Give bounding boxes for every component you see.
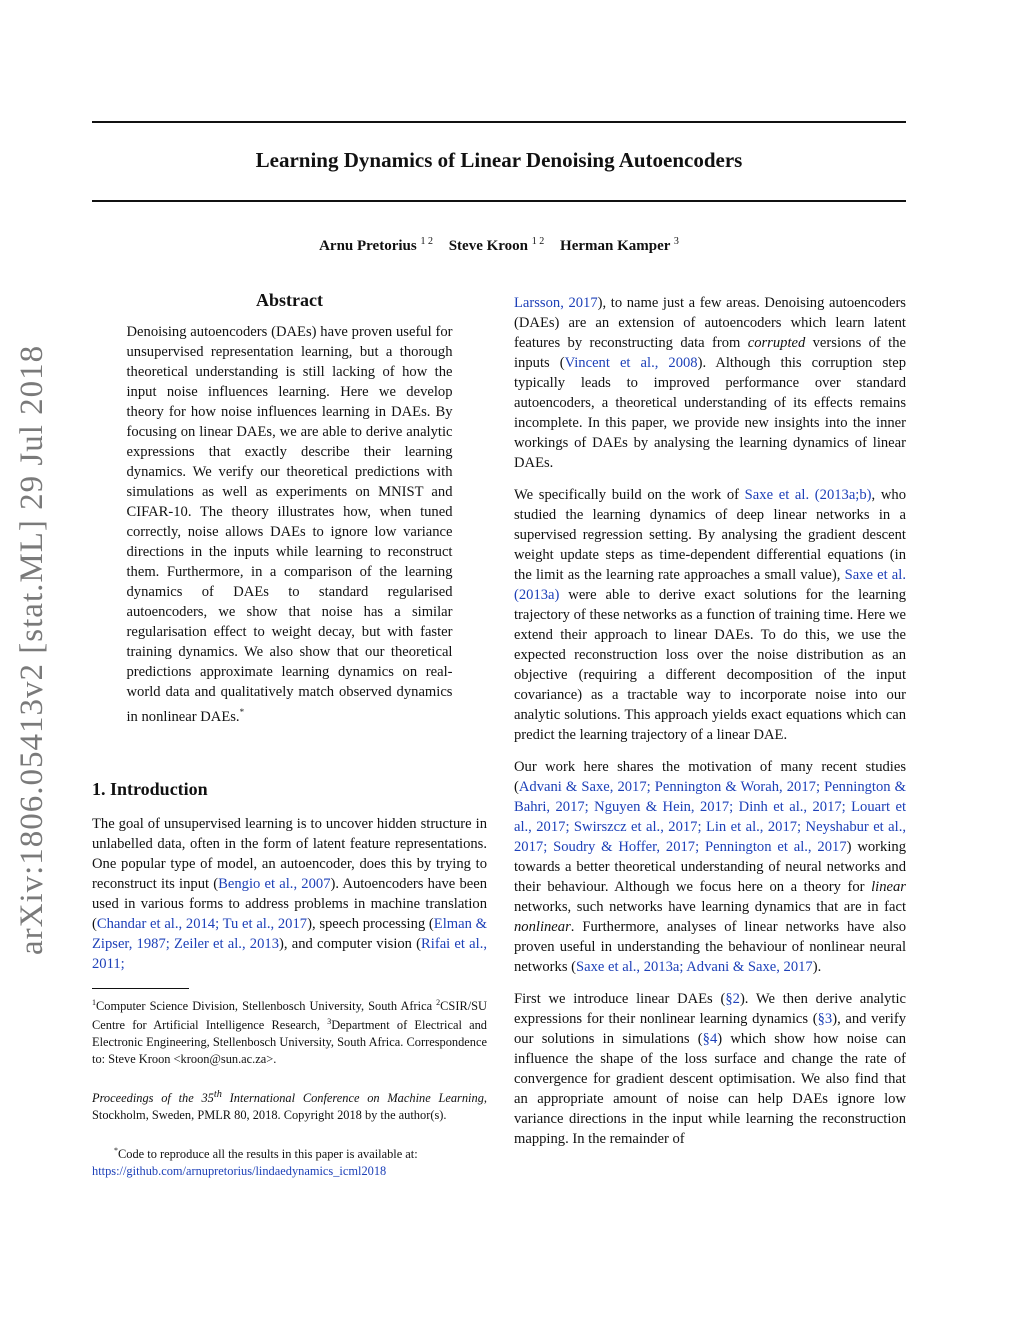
author: Steve Kroon $^{1 2}$: [448, 236, 545, 254]
section-link[interactable]: §2: [725, 991, 740, 1007]
citation-link[interactable]: Saxe et al. (2013a): [514, 567, 906, 603]
title-rule-top: [92, 121, 906, 123]
arxiv-identifier: arXiv:1806.05413v2 [stat.ML] 29 Jul 2018: [14, 344, 50, 955]
section-link[interactable]: §3: [817, 1011, 833, 1027]
author-list: [92, 236, 906, 255]
title-rule-bottom: [92, 200, 906, 202]
footnote-rule: [92, 988, 189, 989]
section-heading-introduction: 1. Introduction: [92, 778, 208, 799]
citation-link[interactable]: Elman & Zipser, 1987; Zeiler et al., 2013: [92, 915, 487, 952]
citation-link[interactable]: Saxe et al. (2013a;b): [744, 487, 872, 503]
code-url-link[interactable]: https://github.com/arnupretorius/lindaedynamics_icml2018: [92, 1163, 387, 1178]
section-link[interactable]: §4: [702, 1031, 718, 1047]
right-column: [514, 293, 906, 1161]
paper-title: Learning Dynamics of Linear Denoising Autoencoders: [255, 148, 743, 172]
abstract-text: Denoising autoencoders (DAEs) have proven useful for unsupervised representation learning, but a thorough theoretical understanding is still lacking of how the input noise influences learning. Here we develop theory for how noise influences learning in DAEs. By focusing on linear DAEs, we are able to derive analytic expressions that exactly describe their learning dynamics. We verify our theoretical predictions with simulations as well as experiments on MNIST and CIFAR-10. The theory illustrates how, when tuned correctly, noise allows DAEs to ignore low variance directions in the inputs while learning to reconstruct them. Furthermore, in a comparison of the learning dynamics of DAEs to standard regularised autoencoders, we show that noise has a similar regularisation effect to weight decay, but with faster training dynamics. We also show that our theoretical predictions approximate learning dynamics on real-world data and qualitatively match observed dynamics in nonlinear DAEs.*: [126, 324, 453, 725]
citation-link[interactable]: Chandar et al., 2014; Tu et al., 2017: [96, 915, 308, 932]
intro-paragraph: The goal of unsupervised learning is to uncover hidden structure in unlabelled data, often in the form of latent feature representations. One popular type of model, an autoencoder, does this by trying to reconstruct its input (Bengio et al., 2007). Autoencoders have been used in various forms to address problems in machine translation (Chandar et al., 2014; Tu et al., 2017), speech processing (Elman & Zipser, 1987; Zeiler et al., 2013), and computer vision (Rifai et al., 2011;: [92, 815, 487, 972]
citation-link[interactable]: Vincent et al., 2008: [564, 355, 698, 371]
body-paragraph: Our work here shares the motivation of many recent studies (Advani & Saxe, 2017; Pennington & Worah, 2017; Pennington & Bahri, 2017; Nguyen & Hein, 2017; Dinh et al., 2017; Louart et al., 2017; Swirszcz et al., 2017; Lin et al., 2017; Neyshabur et al., 2017; Soudry & Hoffer, 2017; Pennington et al., 2017) working towards a better theoretical understanding of neural networks and their behaviour. Although we focus here on a theory for linear networks, such networks have learning dynamics that are in fact nonlinear. Furthermore, analyses of linear networks have also proven useful in understanding the behaviour of nonlinear neural networks (Saxe et al., 2013a; Advani & Saxe, 2017).: [514, 759, 906, 975]
citation-link[interactable]: Bengio et al., 2007: [218, 875, 331, 892]
author: Herman Kamper $^3$: [560, 236, 679, 254]
body-paragraph: We specifically build on the work of Saxe et al. (2013a;b), who studied the learning dynamics of deep linear networks in a supervised regression setting. By analysing the gradient descent weight update steps as time-dependent differential equations (in the limit as the learning rate approaches a small value), Saxe et al. (2013a) were able to derive exact solutions for the learning trajectory of these networks as a function of training time. Here we extend their approach to linear DAEs. To do this, we use the expected reconstruction loss over the noise distribution as an objective (requiring a different decomposition of the input covariance) as a tractable way to incorporate noise into our analytic solutions. This approach yields exact equations which can predict the learning trajectory of a linear DAE.: [514, 487, 906, 743]
affiliation-footnote: $^1$Computer Science Division, Stellenbosch University, South Africa $^2$CSIR/SU Centre for Artificial Intelligence Research, $^3$Department of Electrical and Electronic Engineering, Stellenbosch University, South Africa. Correspondence to: Steve Kroon <kroon@sun.ac.za>.: [92, 997, 487, 1066]
author: Arnu Pretorius $^{1 2}$: [319, 236, 433, 254]
left-column: [92, 290, 487, 1179]
citation-link[interactable]: Advani & Saxe, 2017; Pennington & Worah, 2017; Pennington & Bahri, 2017; Nguyen & Hein, 2017; Dinh et al., 2017; Louart et al., 2017; Swirszcz et al., 2017; Lin et al., 2017; Neyshabur et al., 2017; Soudry & Hoffer, 2017; Pennington et al., 2017: [514, 779, 906, 855]
abstract-heading: Abstract: [256, 290, 323, 310]
code-footnote: *Code to reproduce all the results in this paper is available at: https://github.com/arnupretorius/lindaedynamics_icml2018: [92, 1146, 418, 1178]
citation-link[interactable]: Saxe et al., 2013a; Advani & Saxe, 2017: [576, 959, 813, 975]
citation-link[interactable]: Larsson, 2017: [514, 295, 598, 311]
body-paragraph: Larsson, 2017), to name just a few areas. Denoising autoencoders (DAEs) are an extension of autoencoders which learn latent features by reconstructing data from corrupted versions of the inputs (Vincent et al., 2008). Although this corruption step typically leads to improved performance over standard autoencoders, a theoretical understanding of its effects remains incomplete. In this paper, we provide new insights into the inner workings of DAEs by analysing the learning dynamics of linear DAEs.: [514, 295, 906, 471]
body-paragraph: First we introduce linear DAEs (§2). We then derive analytic expressions for their nonlinear learning dynamics (§3), and verify our solutions in simulations (§4) which show how noise can influence the shape of the loss surface and change the rate of convergence for gradient descent optimisation. We also find that an appropriate amount of noise can help DAEs ignore low variance directions in the input while learning the reconstruction mapping. In the remainder of: [514, 991, 906, 1147]
citation-link[interactable]: Rifai et al., 2011;: [92, 935, 487, 972]
proceedings-footnote: Proceedings of the 35th International Conference on Machine Learning, Stockholm, Sweden, PMLR 80, 2018. Copyright 2018 by the author(s).: [92, 1089, 487, 1122]
